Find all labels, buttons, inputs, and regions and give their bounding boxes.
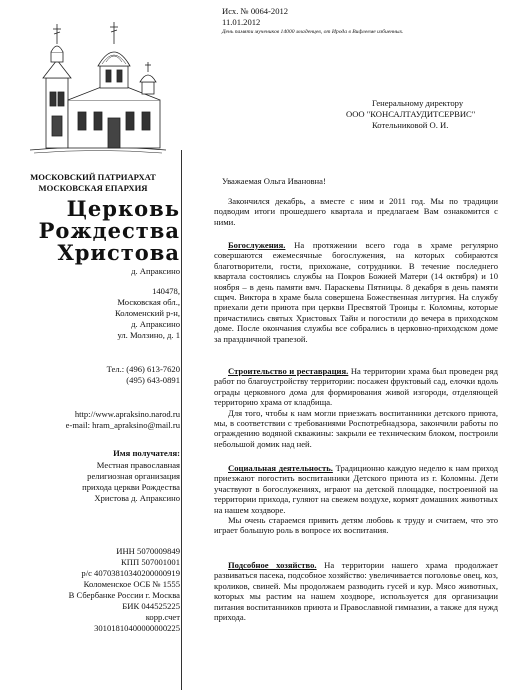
farm-paragraph (214, 560, 498, 622)
postcode: 140478, (152, 286, 180, 296)
construction-text-2: Для того, чтобы к нам могли приезжать воспитанники детского приюта, мы, в соответствии с требованиями Роспотребнадзора, закончили работы по ограждению водяной скважины: закрыли ее техническим блоком, построили небольшой домик над ней. (214, 407, 498, 449)
bank-bik: БИК 044525225 (122, 601, 180, 611)
address-region: Московская обл., (117, 297, 180, 307)
social-text-2: Мы очень стараемся привить детям любовь к труду и считаем, что это играет большую роль в вопросе их воспитания. (214, 515, 498, 536)
phone-2: (495) 643-0891 (126, 375, 180, 385)
recipient-position: Генеральному директору (372, 98, 464, 108)
address-district: Коломенский р-н, (114, 308, 180, 318)
website-link[interactable]: http://www.apraksino.narod.ru (74, 409, 180, 419)
greeting: Уважаемая Ольга Ивановна! (222, 176, 326, 186)
patriarchate-label: МОСКОВСКИЙ ПАТРИАРХАТ (30, 172, 156, 182)
intro-text: Закончился декабрь, а вместе с ним и 2011 год. Мы по традиции подводим итоги прошедшего квартала и предлагаем Вам ознакомится с ними. (214, 196, 498, 227)
payee-line3: прихода церкви Рождества (82, 482, 180, 492)
services-paragraph (214, 240, 498, 344)
services-label: Богослужения. (228, 240, 286, 250)
social-text: Традиционно каждую неделю к нам приход приезжают погостить воспитанники Детского приюта из г. Коломны. Дети участвуют в богослужениях, играют на детской площадке, построенной на территории прихода, гуляют на свежем воздухе, кормят домашних животных на нашем хоздворе. (214, 463, 498, 515)
email-link[interactable]: e-mail: hram_apraksino@mail.ru (65, 420, 180, 430)
payee-line2: религиозная организация (87, 471, 180, 481)
bank-korr-label: корр.счет (145, 612, 180, 622)
farm-text: На территории нашего храма продолжает развиваться пасека, подсобное хозяйство: увеличивается поголовье овец, коз, кроликов, свиней. Мы продолжаем разводить гусей и кур. Мясо животных, которых мы растим на нашем хоздворе, используется для организации питания воспитанников приюта и Православной гимназии, а также для нужд прихода. (214, 560, 499, 623)
recipient-company: ООО "КОНСАЛТАУДИТСЕРВИС" (346, 109, 476, 119)
church-title-line1: Церковь (66, 196, 180, 221)
outgoing-number: Исх. № 0064-2012 (222, 6, 289, 16)
bank-korr-number: 30101810400000000225 (94, 623, 180, 633)
bank-name: В Сбербанке России г. Москва (68, 590, 180, 600)
farm-label: Подсобное хозяйство. (228, 560, 317, 570)
bank-branch: Коломенское ОСБ № 1555 (83, 579, 180, 589)
social-label: Социальная деятельность. (228, 463, 333, 473)
address-street: ул. Молзино, д. 1 (117, 330, 180, 340)
payee-heading: Имя получателя: (113, 448, 180, 458)
bank-kpp: КПП 507001001 (121, 557, 180, 567)
bank-inn: ИНН 5070009849 (116, 546, 180, 556)
church-title-line2: Рождества (38, 218, 180, 243)
column-divider (181, 150, 182, 690)
construction-text: На территории храма был проведен ряд работ по благоустройству территории: посажен фруктовый сад, елочки вдоль ограды церковного дома для формирования живой изгороди, отделяющей территорию храма от кладбища. (214, 366, 498, 408)
intro-paragraph (214, 196, 498, 227)
letter-date: 11.01.2012 (222, 17, 261, 27)
payee-line1: Местная православная (96, 460, 180, 470)
payee-line4: Христова д. Апраксино (94, 493, 180, 503)
church-title-line3: Христова (57, 240, 180, 265)
services-text: На протяжении всего года в храме регулярно совершаются ежемесячные богослужения, на которых собираются благотворители, гости, прихожане, сотрудники. В течение последнего квартала состоялись службы на Покров Божией Матери (14 октября) и 10 ноября – в день памяти вмч. Параскевы Пятницы. 8 декабря в день памяти сщмч. Виктора в храме была совершена Божественная литургия. На службу приехали дети приюта при церкви Пресвятой Троицы г. Коломны, которые причастились святых Христовых Тайн и погостили до вечера в приходском доме. После окончания службы все собрались в церковно-приходском доме за праздничной трапезой. (214, 240, 498, 344)
address-village: д. Апраксино (131, 319, 180, 329)
bank-account: р/с 40703810340200000919 (81, 568, 180, 578)
diocese-label: МОСКОВСКАЯ ЕПАРХИЯ (38, 183, 148, 193)
church-village: д. Апраксино (131, 266, 180, 276)
recipient-name: Котельниковой О. И. (372, 120, 449, 130)
social-paragraph (214, 463, 498, 536)
construction-paragraph (214, 366, 498, 449)
construction-label: Строительство и реставрация. (228, 366, 349, 376)
phone-1: Тел.: (496) 613-7620 (106, 364, 180, 374)
church-illustration (28, 20, 168, 155)
memorial-day-note: День памяти мучеников 14000 младенцев, от Ирода в Вифлееме избиенных. (222, 29, 404, 35)
